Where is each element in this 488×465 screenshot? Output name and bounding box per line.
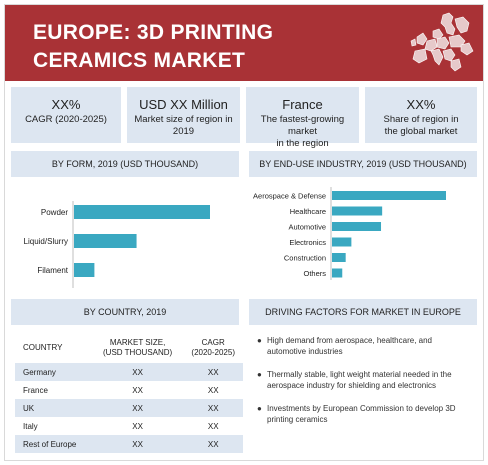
category-label: Healthcare: [289, 207, 326, 216]
kpi-global-share-label-2: the global market: [384, 126, 458, 137]
kpi-global-share-label-1: Share of region in: [383, 114, 459, 125]
kpi-fastest-market-label-2: in the region: [276, 138, 329, 149]
col-cagr-line-2: (2020-2025): [191, 348, 235, 357]
row-country: Italy: [15, 417, 92, 435]
col-cagr: [183, 333, 243, 363]
row-country: France: [15, 381, 92, 399]
infographic-frame: [4, 4, 484, 461]
row-cagr: XX: [183, 399, 243, 417]
col-country: COUNTRY: [15, 333, 92, 363]
driver-line-2: aerospace industry for shielding and electronics: [267, 381, 436, 390]
kpi-market-size-label-2: 2019: [172, 126, 195, 137]
title-line-2: CERAMICS MARKET: [33, 49, 246, 72]
category-label: Electronics: [289, 238, 326, 247]
kpi-cagr-value: XX%: [51, 97, 81, 112]
bar: [332, 207, 382, 216]
section-by-end-use-header: BY END-USE INDUSTRY, 2019 (USD THOUSAND): [249, 151, 477, 177]
list-item: [253, 403, 479, 425]
section-by-form-header: BY FORM, 2019 (USD THOUSAND): [11, 151, 239, 177]
bullet-icon: ●: [257, 404, 262, 413]
category-label: Filament: [37, 266, 68, 275]
page-title: [33, 19, 273, 75]
bar: [332, 238, 351, 247]
table-row: [15, 417, 243, 435]
category-label: Aerospace & Defense: [253, 191, 326, 201]
table-row: [15, 381, 243, 399]
category-label: Automotive: [288, 222, 326, 232]
kpi-cagr: [11, 87, 121, 143]
row-country: Rest of Europe: [15, 435, 92, 453]
driver-line-1: Investments by European Commission to develop 3D: [267, 404, 456, 413]
col-market-size-line-1: MARKET SIZE,: [109, 338, 166, 347]
kpi-market-size: [127, 87, 240, 143]
kpi-fastest-market: [246, 87, 359, 149]
category-label: Others: [303, 269, 326, 278]
driver-line-2: automotive industries: [267, 347, 343, 356]
col-cagr-line-1: CAGR: [201, 338, 225, 347]
table-row: [15, 435, 243, 453]
bar: [332, 253, 346, 262]
list-item: [253, 335, 479, 357]
driving-factors-list: [253, 335, 479, 437]
bar: [332, 269, 342, 278]
europe-map-icon: [403, 9, 475, 77]
country-table: [15, 333, 243, 453]
title-line-1: EUROPE: 3D PRINTING: [33, 21, 274, 44]
category-label: Construction: [283, 253, 326, 263]
bar: [74, 263, 94, 277]
bar: [332, 222, 381, 231]
row-cagr: XX: [183, 381, 243, 399]
row-country: UK: [15, 399, 92, 417]
section-by-country-header: BY COUNTRY, 2019: [11, 299, 239, 325]
header-banner: [5, 5, 483, 81]
col-market-size: [92, 333, 184, 363]
table-row: [15, 363, 243, 381]
row-size: XX: [92, 435, 184, 453]
driver-line-1: Thermally stable, light weight material needed in the: [267, 370, 452, 379]
kpi-cagr-label: CAGR (2020-2025): [25, 114, 107, 125]
bar: [74, 205, 210, 219]
row-country: Germany: [15, 363, 92, 381]
category-label: Powder: [40, 208, 68, 217]
section-driving-factors-header: DRIVING FACTORS FOR MARKET IN EUROPE: [249, 299, 477, 325]
chart-by-form: [11, 181, 239, 291]
row-size: XX: [92, 381, 184, 399]
col-market-size-line-2: (USD THOUSAND): [103, 348, 173, 357]
row-size: XX: [92, 363, 184, 381]
bullet-icon: ●: [257, 370, 262, 379]
kpi-fastest-market-label-1: The fastest-growing market: [260, 114, 345, 137]
driver-line-1: High demand from aerospace, healthcare, and: [267, 336, 432, 345]
chart-by-end-use-svg: [249, 181, 477, 291]
kpi-market-size-value: USD XX Million: [139, 97, 228, 112]
kpi-global-share: [365, 87, 477, 143]
chart-by-end-use: [249, 181, 477, 291]
row-size: XX: [92, 399, 184, 417]
row-cagr: XX: [183, 363, 243, 381]
bar: [332, 191, 446, 200]
driver-line-2: printing ceramics: [267, 415, 328, 424]
row-cagr: XX: [183, 435, 243, 453]
kpi-global-share-value: XX%: [406, 97, 436, 112]
table-row: [15, 399, 243, 417]
chart-by-form-svg: [11, 181, 239, 291]
row-cagr: XX: [183, 417, 243, 435]
kpi-market-size-label-1: Market size of region in: [134, 114, 233, 125]
row-size: XX: [92, 417, 184, 435]
country-table-header-row: [15, 333, 243, 363]
bullet-icon: ●: [257, 336, 262, 345]
bar: [74, 234, 137, 248]
category-label: Liquid/Slurry: [23, 237, 68, 246]
kpi-fastest-market-value: France: [282, 97, 323, 112]
list-item: [253, 369, 479, 391]
